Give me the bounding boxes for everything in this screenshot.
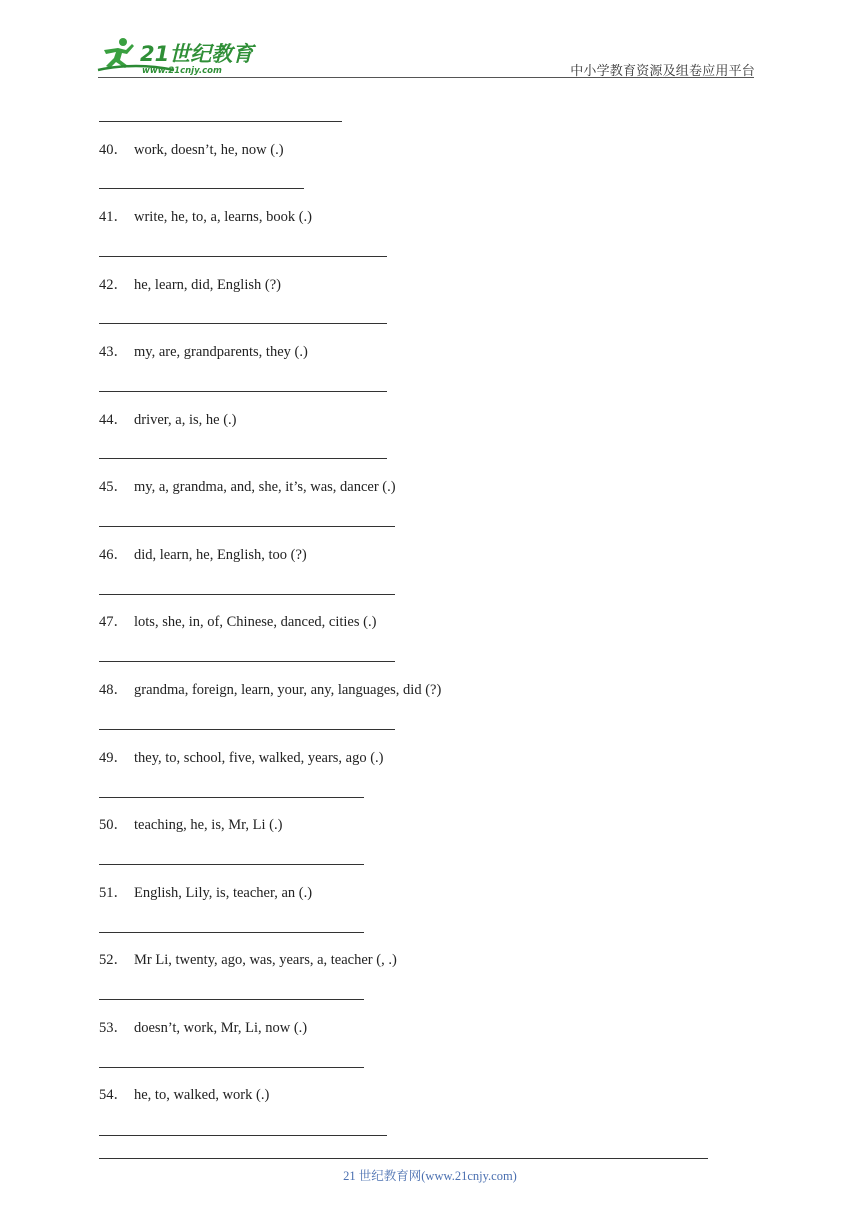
question-words: work, doesn’t, he, now (.) [134,142,284,158]
question-48 [99,681,441,699]
answer-line-39[interactable] [99,121,342,122]
question-words: did, learn, he, English, too (?) [134,547,307,563]
question-words: English, Lily, is, teacher, an (.) [134,885,313,901]
page-header [0,0,860,80]
question-number: 54． [99,1087,128,1103]
question-number: 44． [99,412,128,428]
question-number: 51． [99,885,128,901]
answer-line-40[interactable] [99,188,304,189]
question-number: 46． [99,547,128,563]
answer-line-52[interactable] [99,999,364,1000]
question-50 [99,816,282,834]
question-words: teaching, he, is, Mr, Li (.) [134,817,283,833]
answer-line-45[interactable] [99,526,395,527]
question-number: 52． [99,952,128,968]
question-number: 49． [99,750,128,766]
footer-divider [99,1158,708,1159]
answer-line-50[interactable] [99,864,364,865]
question-words: doesn’t, work, Mr, Li, now (.) [134,1020,308,1036]
footer-site-link[interactable]: 21 世纪教育网(www.21cnjy.com) [343,1169,517,1183]
question-words: write, he, to, a, learns, book (.) [134,209,312,225]
svg-text:www.21cnjy.com: www.21cnjy.com [142,66,222,76]
answer-line-48[interactable] [99,729,395,730]
question-words: they, to, school, five, walked, years, ago (.) [134,750,384,766]
question-46 [99,546,307,564]
answer-line-51[interactable] [99,932,364,933]
question-43 [99,343,308,361]
question-words: my, a, grandma, and, she, it’s, was, dancer (.) [134,479,396,495]
answer-line-41[interactable] [99,256,387,257]
question-number: 50． [99,817,128,833]
question-44 [99,411,237,429]
answer-line-49[interactable] [99,797,364,798]
question-53 [99,1019,307,1037]
answer-line-42[interactable] [99,323,387,324]
answer-line-43[interactable] [99,391,387,392]
answer-line-54[interactable] [99,1135,387,1136]
answer-line-47[interactable] [99,661,395,662]
question-40 [99,141,284,159]
question-number: 48． [99,682,128,698]
answer-line-46[interactable] [99,594,395,595]
question-words: Mr Li, twenty, ago, was, years, a, teacher (, .) [134,952,397,968]
question-number: 40． [99,142,128,158]
question-number: 41． [99,209,128,225]
question-52 [99,951,397,969]
question-words: lots, she, in, of, Chinese, danced, cities (.) [134,614,377,630]
question-41 [99,208,312,226]
runner-logo-icon [96,36,258,76]
question-54 [99,1086,269,1104]
question-49 [99,749,384,767]
question-number: 45． [99,479,128,495]
question-number: 42． [99,277,128,293]
question-words: he, learn, did, English (?) [134,277,281,293]
question-words: he, to, walked, work (.) [134,1087,270,1103]
question-words: my, are, grandparents, they (.) [134,344,308,360]
header-divider [98,77,754,78]
question-47 [99,613,376,631]
platform-tagline: 中小学教育资源及组卷应用平台 [570,64,755,79]
question-number: 43． [99,344,128,360]
answer-line-44[interactable] [99,458,387,459]
question-words: driver, a, is, he (.) [134,412,237,428]
question-number: 53． [99,1020,128,1036]
question-42 [99,276,281,294]
answer-line-53[interactable] [99,1067,364,1068]
question-number: 47． [99,614,128,630]
question-51 [99,884,312,902]
site-logo[interactable] [96,36,258,76]
question-45 [99,478,396,496]
question-words: grandma, foreign, learn, your, any, languages, did (?) [134,682,442,698]
svg-text:21世纪教育: 21世纪教育 [140,42,254,66]
